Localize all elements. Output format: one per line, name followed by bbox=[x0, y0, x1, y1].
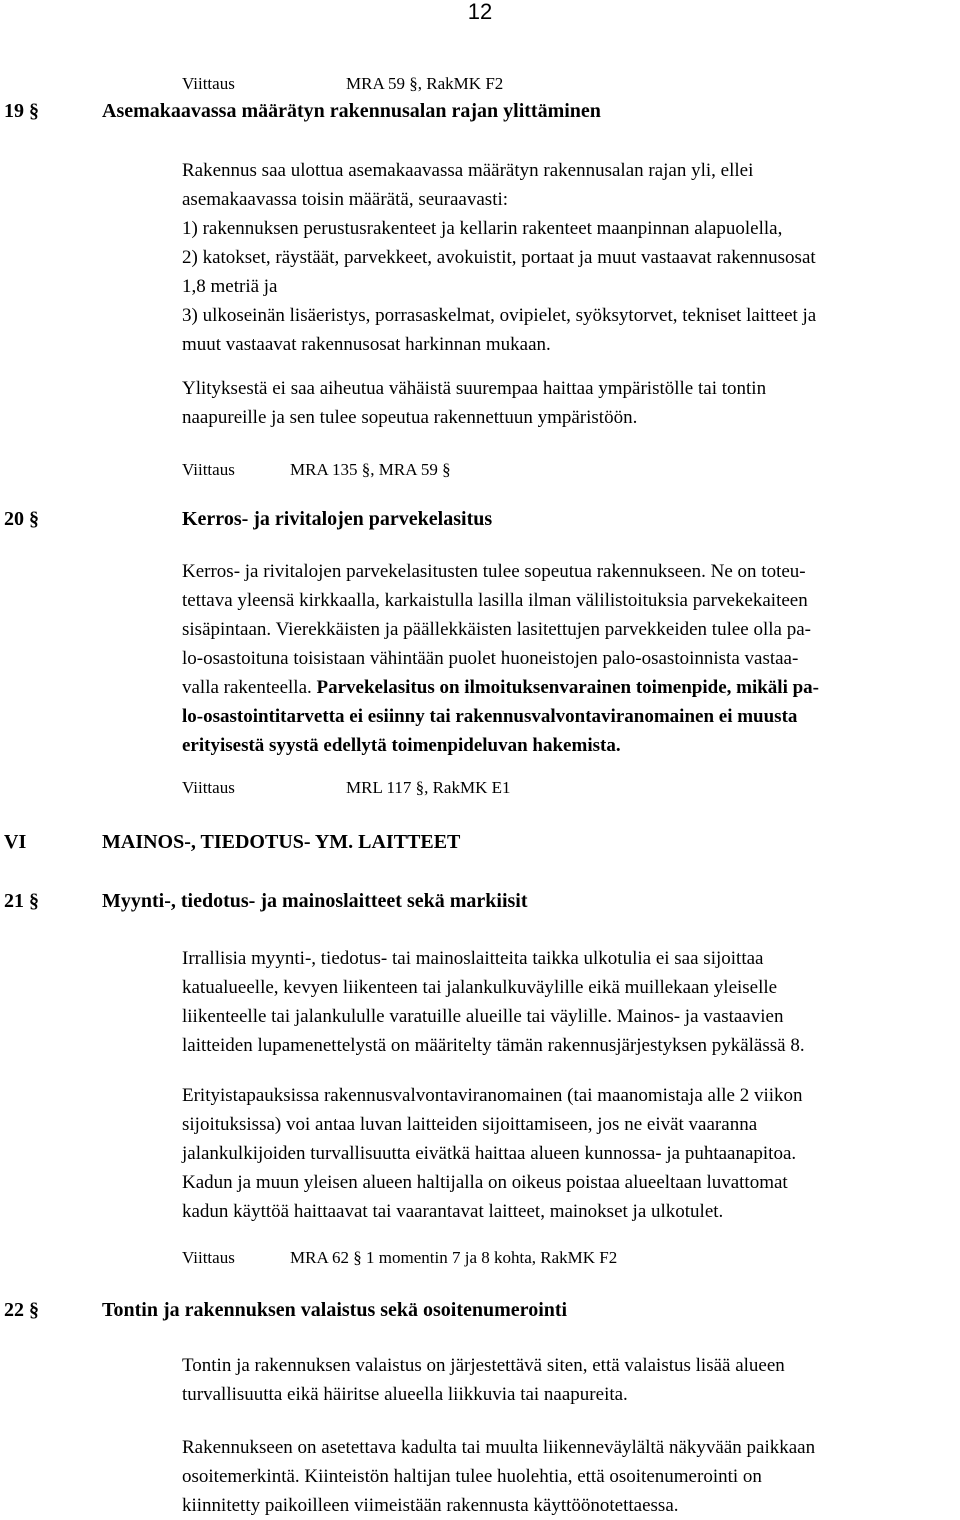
section-title: Kerros- ja rivitalojen parvekelasitus bbox=[182, 508, 493, 530]
text-line: 3) ulkoseinän lisäeristys, porrasaskelmat, ovipielet, syöksytorvet, tekniset laitteet ja bbox=[182, 305, 817, 326]
text-bold: Parvekelasitus on ilmoituksenvarainen toimenpide, mikäli pa- bbox=[316, 677, 819, 698]
text-bold: lo-osastointitarvetta ei esiinny tai rakennusvalvontaviranomainen ei muusta bbox=[182, 706, 798, 727]
text-line: jalankulkijoiden turvallisuutta eivätkä haittaa alueen kunnossa- ja puhtaanapitoa. bbox=[182, 1143, 797, 1164]
reference-text: MRL 117 §, RakMK E1 bbox=[346, 778, 511, 797]
text-bold: erityisestä syystä edellytä toimenpideluvan hakemista. bbox=[182, 735, 621, 756]
text-line: Rakennus saa ulottua asemakaavassa määrätyn rakennusalan rajan yli, ellei bbox=[182, 160, 754, 181]
text-line: muut vastaavat rakennusosat harkinnan mukaan. bbox=[182, 334, 551, 355]
text-line: turvallisuutta eikä häiritse alueella liikkuvia tai naapureita. bbox=[182, 1384, 628, 1405]
text-line: laitteiden lupamenettelystä on määritelty tämän rakennusjärjestyksen pykälässä 8. bbox=[182, 1035, 805, 1056]
reference-label: Viittaus bbox=[182, 460, 235, 479]
section-number: 19 § bbox=[4, 100, 39, 122]
reference-text: MRA 62 § 1 momentin 7 ja 8 kohta, RakMK F2 bbox=[290, 1248, 618, 1267]
text-line: Irrallisia myynti-, tiedotus- tai mainoslaitteita taikka ulkotulia ei saa sijoittaa bbox=[182, 948, 764, 969]
text-line: lo-osastoituna toisistaan vähintään puolet huoneistojen palo-osastoinnista vastaa- bbox=[182, 648, 799, 669]
text-line: osoitemerkintä. Kiinteistön haltijan tulee huolehtia, että osoitenumerointi on bbox=[182, 1466, 762, 1487]
text-normal: valla rakenteella. bbox=[182, 677, 317, 698]
text-line: 1,8 metriä ja bbox=[182, 276, 278, 297]
reference-label: Viittaus bbox=[182, 1248, 235, 1267]
text-line: tettava yleensä kirkkaalla, karkaistulla lasilla ilman välilistoituksia parvekekaiteen bbox=[182, 590, 808, 611]
section-20-paragraph-1 bbox=[182, 557, 958, 760]
text-line bbox=[182, 731, 958, 760]
section-22-paragraph-1 bbox=[182, 1351, 958, 1409]
text-line bbox=[182, 702, 958, 731]
text-line: sisäpintaan. Vierekkäisten ja päällekkäisten lasitettujen parvekkeiden tulee olla pa- bbox=[182, 619, 811, 640]
reference-label: Viittaus bbox=[182, 74, 235, 93]
text-line: 1) rakennuksen perustusrakenteet ja kellarin rakenteet maanpinnan alapuolella, bbox=[182, 218, 783, 239]
text-line: sijoituksissa) voi antaa luvan laitteiden sijoittamiseen, jos ne eivät vaaranna bbox=[182, 1114, 758, 1135]
section-title: Asemakaavassa määrätyn rakennusalan rajan ylittäminen bbox=[102, 100, 601, 122]
text-line: 2) katokset, räystäät, parvekkeet, avokuistit, portaat ja muut vastaavat rakennusosat bbox=[182, 247, 816, 268]
section-title: Myynti-, tiedotus- ja mainoslaitteet sekä markiisit bbox=[102, 890, 528, 912]
section-title: Tontin ja rakennuksen valaistus sekä osoitenumerointi bbox=[102, 1299, 568, 1321]
reference-text: MRA 135 §, MRA 59 § bbox=[290, 460, 451, 479]
text-line: liikenteelle tai jalankululle varatuille alueille tai väylille. Mainos- ja vastaavien bbox=[182, 1006, 784, 1027]
section-19-paragraph-1 bbox=[182, 156, 958, 359]
chapter-numeral: VI bbox=[4, 831, 27, 853]
text-line: Tontin ja rakennuksen valaistus on järjestettävä siten, että valaistus lisää alueen bbox=[182, 1355, 785, 1376]
text-line: katualueelle, kevyen liikenteen tai jalankulkuväylille eikä muillekaan yleiselle bbox=[182, 977, 778, 998]
text-line: naapureille ja sen tulee sopeutua rakennettuun ympäristöön. bbox=[182, 407, 638, 428]
text-line: asemakaavassa toisin määrätä, seuraavasti: bbox=[182, 189, 509, 210]
section-22-paragraph-2 bbox=[182, 1433, 958, 1520]
section-21-paragraph-2 bbox=[182, 1081, 958, 1226]
section-number: 20 § bbox=[4, 508, 39, 530]
text-line: kiinnitetty paikoilleen viimeistään rakennusta käyttöönotettaessa. bbox=[182, 1495, 679, 1516]
text-line: kadun käyttöä haittaavat tai vaarantavat laitteet, mainokset ja ulkotulet. bbox=[182, 1201, 724, 1222]
section-number: 22 § bbox=[4, 1299, 39, 1321]
text-line: Ylityksestä ei saa aiheutua vähäistä suurempaa haittaa ympäristölle tai tontin bbox=[182, 378, 767, 399]
section-21-paragraph-1 bbox=[182, 944, 958, 1060]
reference-text: MRA 59 §, RakMK F2 bbox=[346, 74, 504, 93]
section-19-paragraph-2 bbox=[182, 374, 958, 432]
page-number: 12 bbox=[467, 0, 493, 24]
text-line: Kadun ja muun yleisen alueen haltijalla on oikeus poistaa alueeltaan luvattomat bbox=[182, 1172, 788, 1193]
text-line: Kerros- ja rivitalojen parvekelasitusten tulee sopeutua rakennukseen. Ne on toteu- bbox=[182, 561, 806, 582]
text-line: Erityistapauksissa rakennusvalvontaviranomainen (tai maanomistaja alle 2 viikon bbox=[182, 1085, 803, 1106]
chapter-title: MAINOS-, TIEDOTUS- YM. LAITTEET bbox=[102, 831, 461, 853]
reference-label: Viittaus bbox=[182, 778, 235, 797]
text-line: Rakennukseen on asetettava kadulta tai muulta liikenneväylältä näkyvään paikkaan bbox=[182, 1437, 816, 1458]
section-number: 21 § bbox=[4, 890, 39, 912]
text-line bbox=[182, 673, 958, 702]
